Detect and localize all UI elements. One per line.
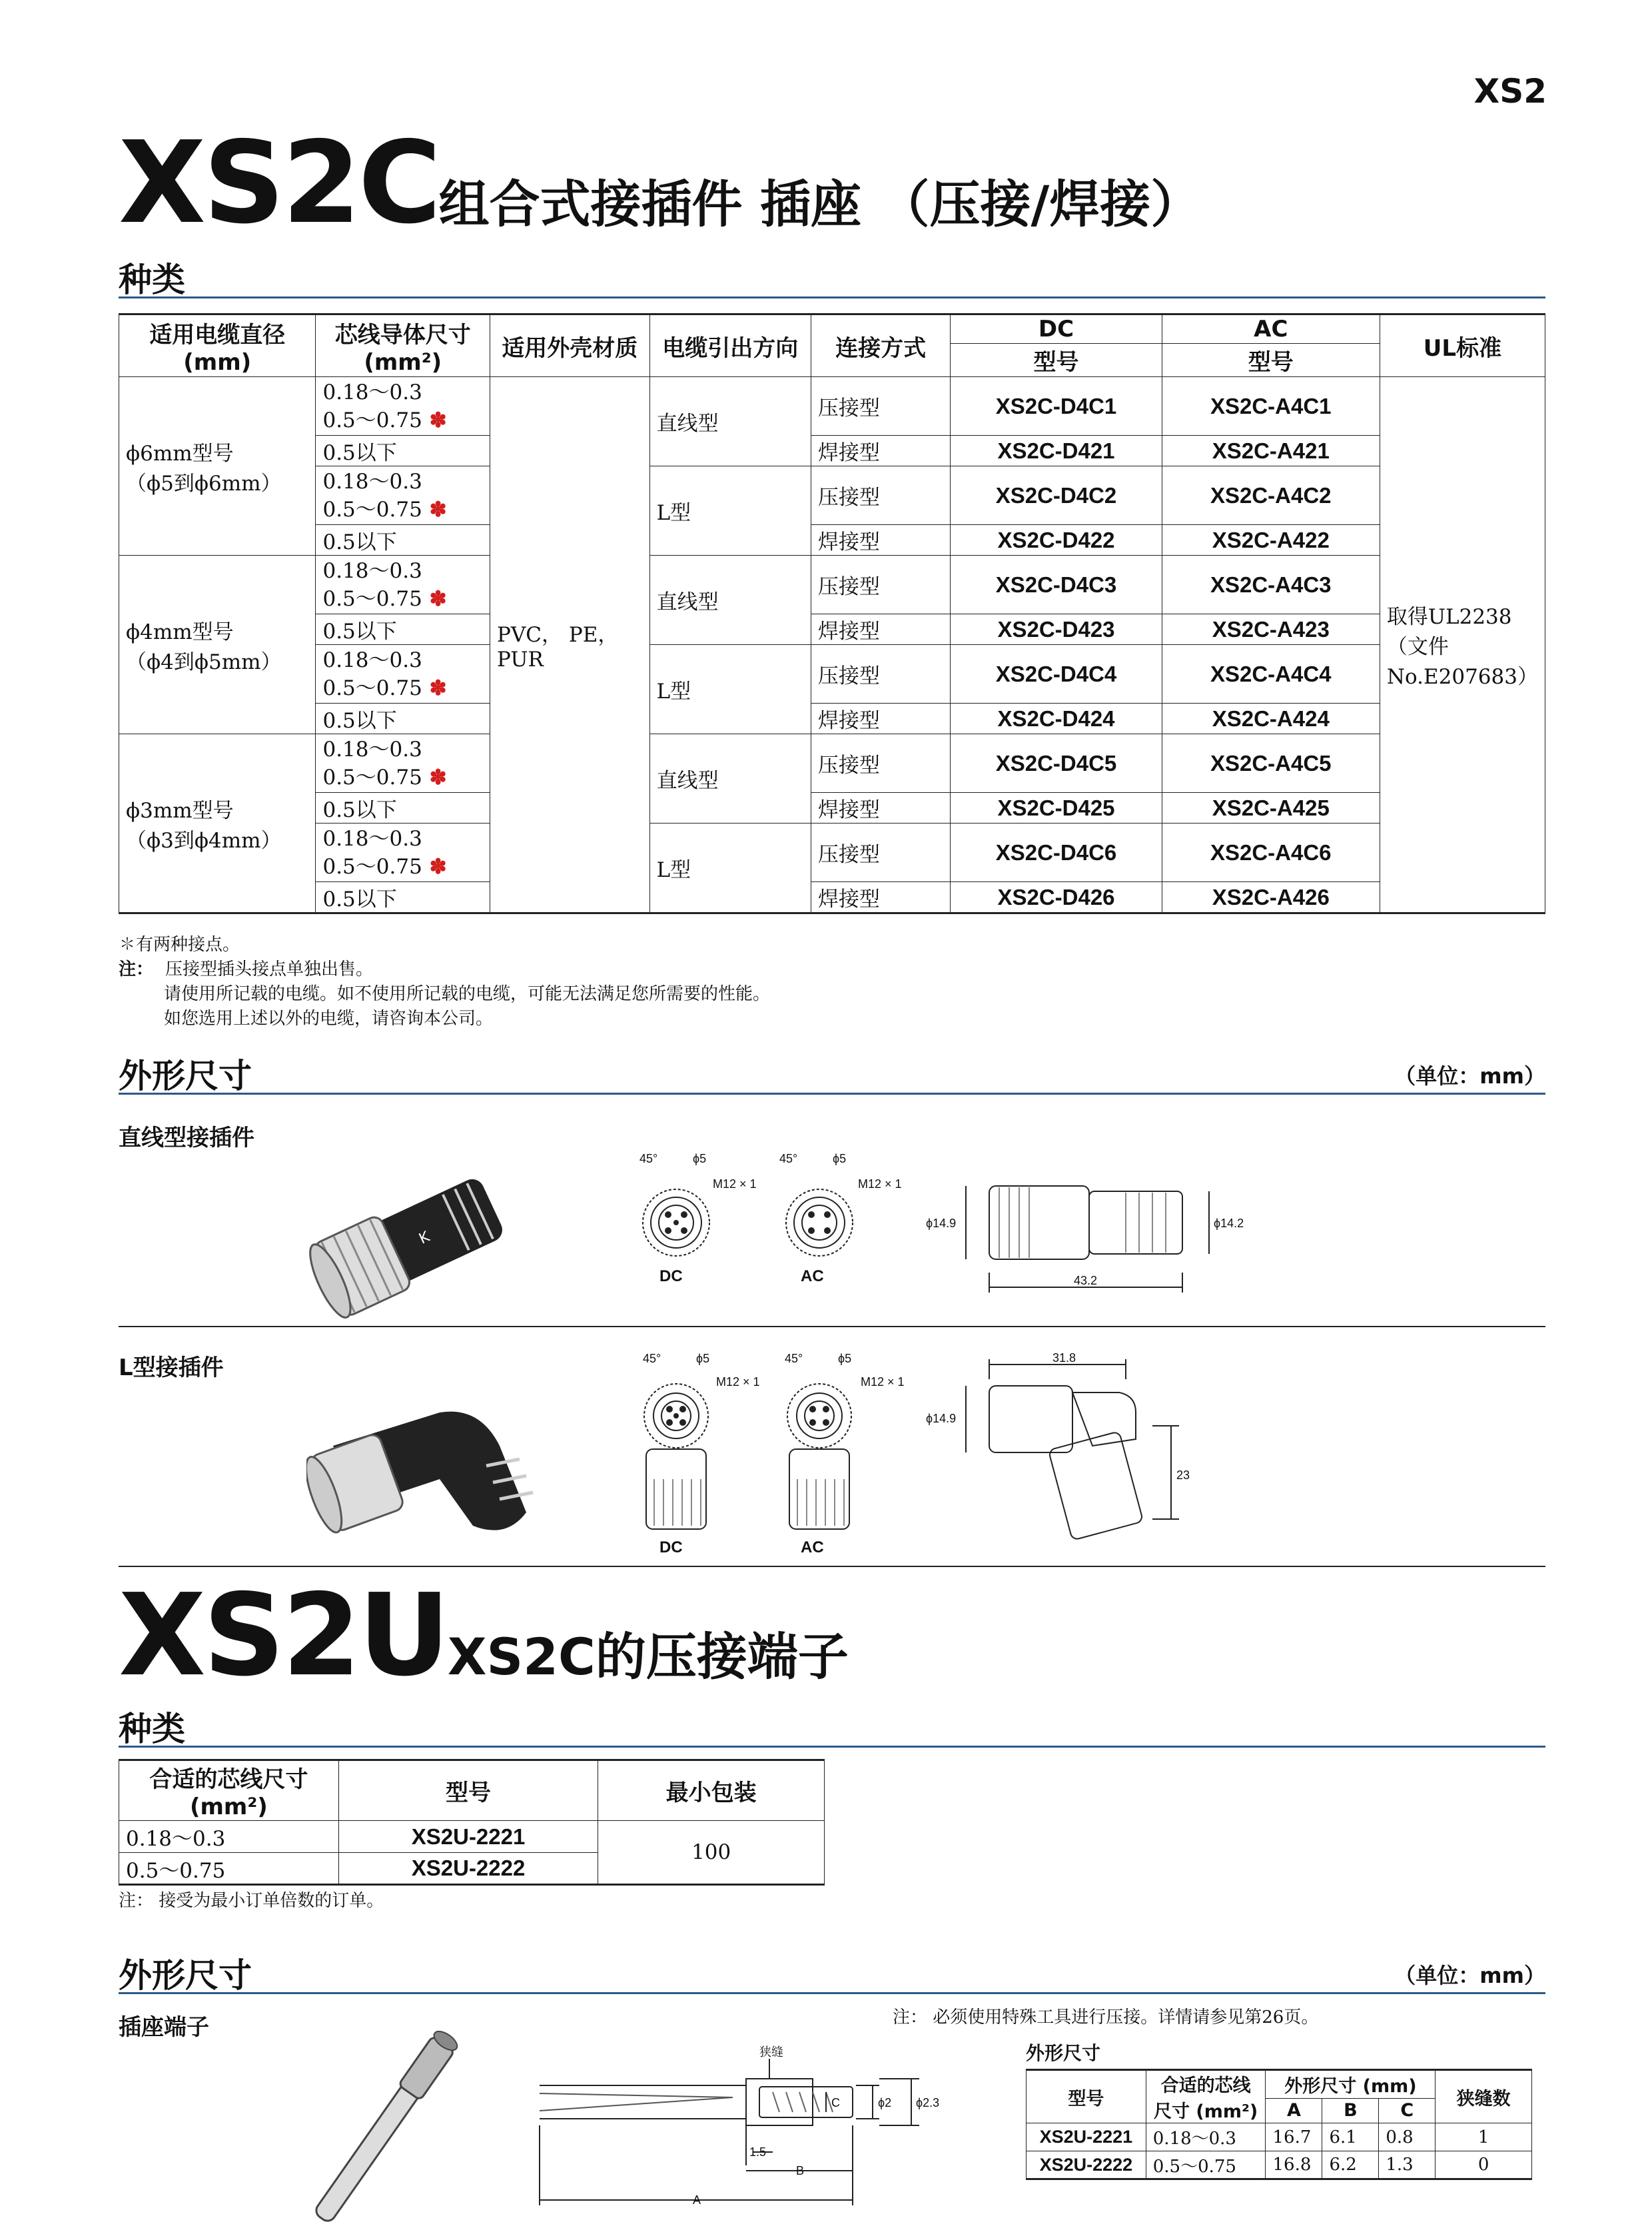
m12-label: M12 × 1 (861, 1375, 905, 1389)
xs2c-notes (119, 933, 770, 1031)
m12-label: M12 × 1 (858, 1177, 902, 1191)
conductor-cell: 0.18～0.3 0.5～0.75 ✽ (316, 556, 490, 614)
conductor-cell: 0.5以下 (316, 882, 490, 913)
straight-connector-image (306, 1159, 533, 1319)
ac-model-cell: XS2C-A4C3 (1162, 556, 1380, 614)
table-row (119, 704, 1545, 734)
dim-c: C (831, 2096, 840, 2109)
header-model: 型号 (338, 1760, 598, 1821)
xs2u-types-heading: 种类 (119, 1710, 185, 1748)
connection-cell: 压接型 (811, 645, 950, 704)
table-row (119, 882, 1545, 913)
xs2u-types-table (119, 1759, 825, 1886)
angle-45-label: 45° (785, 1352, 803, 1365)
row-model: XS2U-2221 (338, 1821, 598, 1853)
dim-a: A (693, 2193, 701, 2207)
dim-b: B (796, 2164, 805, 2177)
header-dc-model: 型号 (951, 344, 1162, 377)
dims-row-model: XS2U-2221 (1027, 2123, 1146, 2151)
ac-model-cell: XS2C-A4C1 (1162, 377, 1380, 436)
section-rule (119, 296, 1545, 298)
conductor-cell: 0.18～0.3 0.5～0.75 ✽ (316, 824, 490, 882)
svg-text:K: K (416, 1228, 433, 1248)
dims-row-b: 6.2 (1322, 2151, 1379, 2179)
note-1: 压接型插头接点单独出售。 (165, 959, 374, 979)
straight-front-views (620, 1146, 926, 1293)
header-conductor: 芯线导体尺寸 (mm²) (316, 314, 490, 377)
dims-row-b: 6.1 (1322, 2123, 1379, 2151)
xs2u-unit-label: （单位：mm） (1394, 1963, 1545, 1988)
connection-cell: 焊接型 (811, 614, 950, 645)
header-cable-dia: 适用电缆直径 (mm) (119, 314, 316, 377)
dc-model-cell: XS2C-D4C4 (951, 645, 1162, 704)
note-star: ✽有两种接点。 (119, 935, 240, 955)
ac-model-cell: XS2C-A4C2 (1162, 466, 1380, 525)
connection-cell: 压接型 (811, 377, 950, 436)
connection-cell: 焊接型 (811, 525, 950, 556)
dc-model-cell: XS2C-D4C1 (951, 377, 1162, 436)
dc-model-cell: XS2C-D4C5 (951, 734, 1162, 793)
product-title: 组合式接插件 插座 （压接/焊接） (438, 175, 1202, 234)
header-pack: 最小包装 (598, 1760, 825, 1821)
tool-note: 注： 必须使用特殊工具进行压接。详情请参见第26页。 (893, 2007, 1319, 2027)
terminal-image (260, 2025, 513, 2225)
ac-model-cell: XS2C-A4C5 (1162, 734, 1380, 793)
note-label: 注： (119, 959, 154, 979)
m12-label: M12 × 1 (713, 1177, 757, 1191)
conductor-cell: 0.5以下 (316, 436, 490, 466)
page-title (119, 117, 1202, 249)
divider (119, 1566, 1545, 1567)
section-rule (119, 1992, 1545, 1994)
conductor-cell: 0.5以下 (316, 525, 490, 556)
table-row (119, 436, 1545, 466)
dims-header-dim: 外形尺寸 (mm) (1266, 2070, 1436, 2099)
table-row (119, 824, 1545, 882)
conductor-cell: 0.18～0.3 0.5～0.75 ✽ (316, 466, 490, 525)
cable-dia-cell: ϕ3mm型号 （ϕ3到ϕ4mm） (119, 734, 316, 913)
asterisk-icon: ✽ (422, 586, 447, 611)
phi5-label: ϕ5 (696, 1352, 710, 1365)
cable-dia-cell: ϕ6mm型号 （ϕ5到ϕ6mm） (119, 377, 316, 556)
product-code: XS2C (119, 117, 439, 249)
l-side-view (926, 1346, 1206, 1546)
connection-cell: 焊接型 (811, 882, 950, 913)
dims-row-size: 0.5～0.75 (1146, 2151, 1266, 2179)
ac-model-cell: XS2C-A426 (1162, 882, 1380, 913)
l-connector-label: L型接插件 (119, 1355, 224, 1381)
dim-14-9: ϕ14.9 (926, 1412, 957, 1425)
dims-row-c: 1.3 (1379, 2151, 1436, 2179)
ac-model-cell: XS2C-A423 (1162, 614, 1380, 645)
dim-43-2: 43.2 (1074, 1274, 1098, 1287)
conductor-cell: 0.18～0.3 0.5～0.75 ✽ (316, 645, 490, 704)
direction-cell: L型 (649, 645, 811, 734)
header-ul: UL标准 (1380, 314, 1545, 377)
material-cell: PVC， PE， PUR (490, 377, 650, 913)
dims-row-slots: 1 (1436, 2123, 1532, 2151)
ac-model-cell: XS2C-A424 (1162, 704, 1380, 734)
cable-dia-cell: ϕ4mm型号 （ϕ4到ϕ5mm） (119, 556, 316, 734)
connection-cell: 压接型 (811, 466, 950, 525)
table-row (119, 734, 1545, 793)
dims-row-a: 16.8 (1266, 2151, 1322, 2179)
row-size: 0.18～0.3 (119, 1821, 339, 1853)
ac-model-cell: XS2C-A4C4 (1162, 645, 1380, 704)
header-ac: AC (1162, 314, 1380, 344)
dims-row-size: 0.18～0.3 (1146, 2123, 1266, 2151)
angle-45-label: 45° (643, 1352, 661, 1365)
ac-model-cell: XS2C-A4C6 (1162, 824, 1380, 882)
dims-table-title: 外形尺寸 (1026, 2042, 1101, 2064)
asterisk-icon: ✽ (422, 497, 447, 522)
dim-heading: 外形尺寸 (119, 1057, 252, 1095)
header-material: 适用外壳材质 (490, 314, 650, 377)
table-row (119, 525, 1545, 556)
dim-23: 23 (1176, 1468, 1190, 1482)
row-pack: 100 (598, 1821, 825, 1885)
connection-cell: 压接型 (811, 734, 950, 793)
asterisk-icon: ✽ (422, 765, 447, 790)
header-connection: 连接方式 (811, 314, 950, 377)
l-connector-image (306, 1386, 560, 1546)
xs2u-subtitle: XS2C的压接端子 (447, 1627, 849, 1686)
dims-header-slots: 狭缝数 (1436, 2070, 1532, 2123)
dims-header-model: 型号 (1027, 2070, 1146, 2123)
slot-label: 狭缝 (759, 2045, 783, 2059)
table-row (119, 556, 1545, 614)
direction-cell: L型 (649, 824, 811, 913)
phi5-label: ϕ5 (833, 1152, 847, 1165)
dims-row-model: XS2U-2222 (1027, 2151, 1146, 2179)
dim-31-8: 31.8 (1052, 1351, 1076, 1365)
divider (119, 1326, 1545, 1327)
xs2u-code: XS2U (119, 1570, 448, 1702)
unit-label: （单位：mm） (1394, 1063, 1545, 1089)
l-front-views (620, 1346, 926, 1559)
terminal-drawing (533, 2045, 1013, 2219)
angle-45-label: 45° (639, 1152, 658, 1165)
asterisk-icon: ✽ (422, 854, 447, 879)
dc-model-cell: XS2C-D425 (951, 793, 1162, 824)
row-size: 0.5～0.75 (119, 1853, 339, 1885)
types-heading: 种类 (119, 261, 185, 299)
xs2u-dim-heading: 外形尺寸 (119, 1956, 252, 1995)
dc-model-cell: XS2C-D4C6 (951, 824, 1162, 882)
dim-phi2: ϕ2 (878, 2096, 892, 2109)
header-size: 合适的芯线尺寸 (mm²) (119, 1760, 339, 1821)
phi5-label: ϕ5 (693, 1152, 707, 1165)
table-row (119, 466, 1545, 525)
angle-45-label: 45° (779, 1152, 798, 1165)
connection-cell: 压接型 (811, 824, 950, 882)
dc-label: DC (659, 1267, 683, 1285)
ac-label: AC (801, 1538, 824, 1556)
dc-model-cell: XS2C-D4C2 (951, 466, 1162, 525)
straight-connector-label: 直线型接插件 (119, 1125, 254, 1151)
dc-model-cell: XS2C-D424 (951, 704, 1162, 734)
header-direction: 电缆引出方向 (649, 314, 811, 377)
dc-model-cell: XS2C-D422 (951, 525, 1162, 556)
xs2c-types-table (119, 313, 1545, 914)
dim-1-5: 1.5 (749, 2145, 767, 2159)
ac-model-cell: XS2C-A425 (1162, 793, 1380, 824)
dc-label: DC (659, 1538, 683, 1556)
connection-cell: 压接型 (811, 556, 950, 614)
connection-cell: 焊接型 (811, 793, 950, 824)
m12-label: M12 × 1 (716, 1375, 760, 1389)
direction-cell: 直线型 (649, 734, 811, 824)
table-row (119, 614, 1545, 645)
header-ac-model: 型号 (1162, 344, 1380, 377)
xs2u-dims-table (1026, 2069, 1532, 2180)
table-row (119, 645, 1545, 704)
xs2u-title (119, 1570, 849, 1702)
section-rule (119, 1093, 1545, 1095)
conductor-cell: 0.5以下 (316, 614, 490, 645)
ac-model-cell: XS2C-A421 (1162, 436, 1380, 466)
phi5-label: ϕ5 (838, 1352, 852, 1365)
dims-header-a: A (1266, 2098, 1322, 2123)
note-3: 如您选用上述以外的电缆，请咨询本公司。 (164, 1009, 494, 1029)
conductor-cell: 0.5以下 (316, 704, 490, 734)
dims-header-c: C (1379, 2098, 1436, 2123)
note-2: 请使用所记载的电缆。如不使用所记载的电缆，可能无法满足您所需要的性能。 (164, 984, 771, 1004)
direction-cell: L型 (649, 466, 811, 556)
dc-model-cell: XS2C-D4C3 (951, 556, 1162, 614)
dims-row-a: 16.7 (1266, 2123, 1322, 2151)
terminal-label: 插座端子 (119, 2014, 209, 2041)
dc-model-cell: XS2C-D421 (951, 436, 1162, 466)
conductor-cell: 0.5以下 (316, 793, 490, 824)
connection-cell: 焊接型 (811, 704, 950, 734)
dc-model-cell: XS2C-D426 (951, 882, 1162, 913)
direction-cell: 直线型 (649, 556, 811, 645)
ul-cell: 取得UL2238（文件No.E207683） (1380, 377, 1545, 913)
dim-phi2-3: ϕ2.3 (916, 2096, 940, 2109)
dims-header-size: 合适的芯线 尺寸 (mm²) (1146, 2070, 1266, 2123)
conductor-cell: 0.18～0.3 0.5～0.75 ✽ (316, 377, 490, 436)
asterisk-icon: ✽ (422, 676, 447, 700)
connection-cell: 焊接型 (811, 436, 950, 466)
row-model: XS2U-2222 (338, 1853, 598, 1885)
dc-model-cell: XS2C-D423 (951, 614, 1162, 645)
dims-header-b: B (1322, 2098, 1379, 2123)
asterisk-icon: ✽ (422, 408, 447, 432)
section-rule (119, 1746, 1545, 1748)
table-row (119, 793, 1545, 824)
xs2u-note: 注： 接受为最小订单倍数的订单。 (119, 1891, 384, 1911)
dim-14-9: ϕ14.9 (926, 1217, 957, 1230)
series-label: XS2 (1473, 72, 1547, 111)
header-dc: DC (951, 314, 1162, 344)
ac-model-cell: XS2C-A422 (1162, 525, 1380, 556)
ac-label: AC (801, 1267, 824, 1285)
direction-cell: 直线型 (649, 377, 811, 466)
dims-row-slots: 0 (1436, 2151, 1532, 2179)
dims-row-c: 0.8 (1379, 2123, 1436, 2151)
conductor-cell: 0.18～0.3 0.5～0.75 ✽ (316, 734, 490, 793)
dim-14-2: ϕ14.2 (1214, 1217, 1244, 1230)
straight-side-view (926, 1173, 1259, 1306)
table-row (119, 377, 1545, 436)
